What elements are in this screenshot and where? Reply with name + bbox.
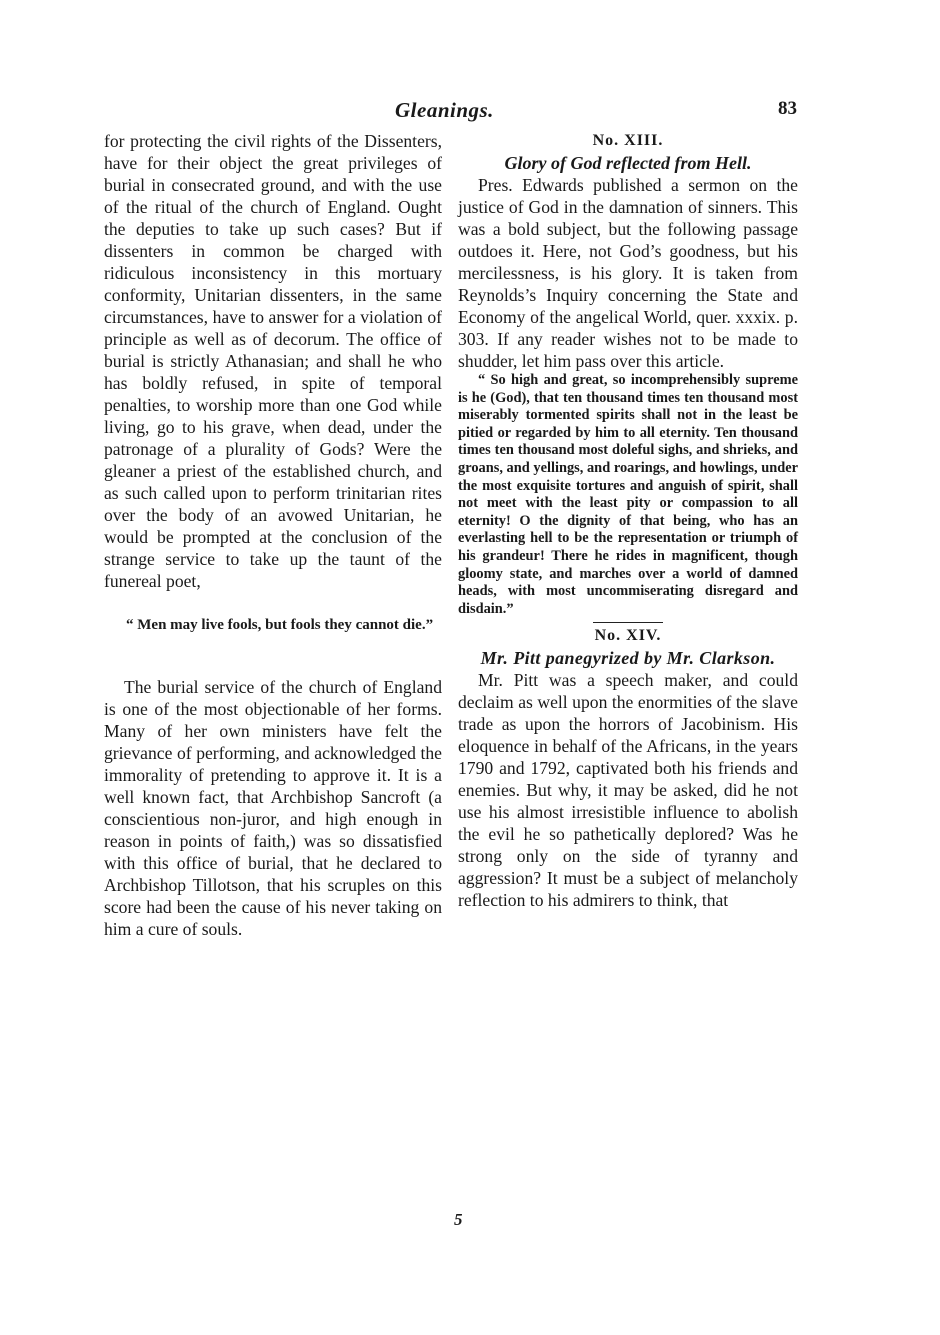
signature-mark: 5 [454,1210,463,1229]
section-divider [593,622,663,623]
page-number: 83 [778,98,797,119]
section-13-intro: Pres. Edwards published a sermon on the justice of God in the damnation of sinners. This was a bold subject, but the following passage outdoes it. Here, not God’s goodness, but his mercilessness, is his glory. It is taken from Reynolds’s Inquiry concerning the State and Economy of the angelical World, quer. xxxix. p. 303. If any reader wishes not to be made to shudder, let him pass over this article. [458,175,798,371]
left-column [104,130,442,940]
section-13-title: Glory of God reflected from Hell. [504,153,752,173]
section-14-number: No. XIV. [594,627,662,645]
running-header-title: Gleanings. [395,98,494,122]
right-column [458,130,798,911]
left-paragraph-2: The burial service of the church of England is one of the most objectionable of her forms. Many of her own ministers have felt the grievance of performing, and acknowledged the immorality of pretending to approve it. It is a well known fact, that Archbishop Sancroft (a conscientious non-juror, and high enough in reason in points of faith,) was so dissatisfied with this office of burial, that he declared to Archbishop Tillotson, that his scruples on this score had been the cause of his never taking on him a cure of souls. [104,677,442,939]
poem-quotation: “ Men may live fools, but fools they cannot die.” [126,617,434,633]
section-14-body: Mr. Pitt was a speech maker, and could declaim as well upon the enormities of the slave trade as upon the horrors of Jacobinism. His eloquence in behalf of the Africans, in the years 1790 and 1792, captivated both his friends and enemies. But why, it may be asked, did he not use his almost irresistible influence to abolish the evil he so pathetically deplored? Was he strong only on the side of tyranny and aggression? It must be a subject of melancholy reflection to his admirers to think, that [458,670,798,911]
section-13-quote: “ So high and great, so incomprehensibly supreme is he (God), that ten thousand times ten thousand most miserably tormented spirits shall not in the least be pitied or regarded by him to all eternity. Ten thousand times ten thousand most doleful sighs, and shrieks, and groans, and yellings, and roarings, and howlings, under the most exquisite tortures and anguish of spirit, shall not meet with the least pity or compassion to all eternity! O the dignity of that being, who has an everlasting hell to be the representation or triumph of his grandeur! There he rides in magnificent, though gloomy state, and marches over a world of damned heads, with most uncommiserating disregard and disdain.” [458,372,798,617]
section-13-number: No. XIII. [592,132,664,149]
left-paragraph-1: for protecting the civil rights of the Dissenters, have for their object the great privileges of burial in consecrated ground, and with the use of the ritual of the church of England. Ought the deputies to take up such cases? But if dissenters in common be charged with ridiculous inconsistency in this mortuary conformity, Unitarian dissenters, in the same circumstances, have to answer for a violation of principle as well as of decorum. The office of burial is strictly Athanasian; and shall he who has boldly refused, in spite of temporal penalties, to worship more than one God while living, go to his grave, when dead, under the patronage of a plurality of Gods? Were the gleaner a priest of the established church, and as such called upon to perform trinitarian rites over the body of an avowed Unitarian, he would be prompted at the conclusion of the strange service to take up the taunt of the funereal poet, [104,131,442,591]
section-14-title: Mr. Pitt panegyrized by Mr. Clarkson. [480,648,776,669]
